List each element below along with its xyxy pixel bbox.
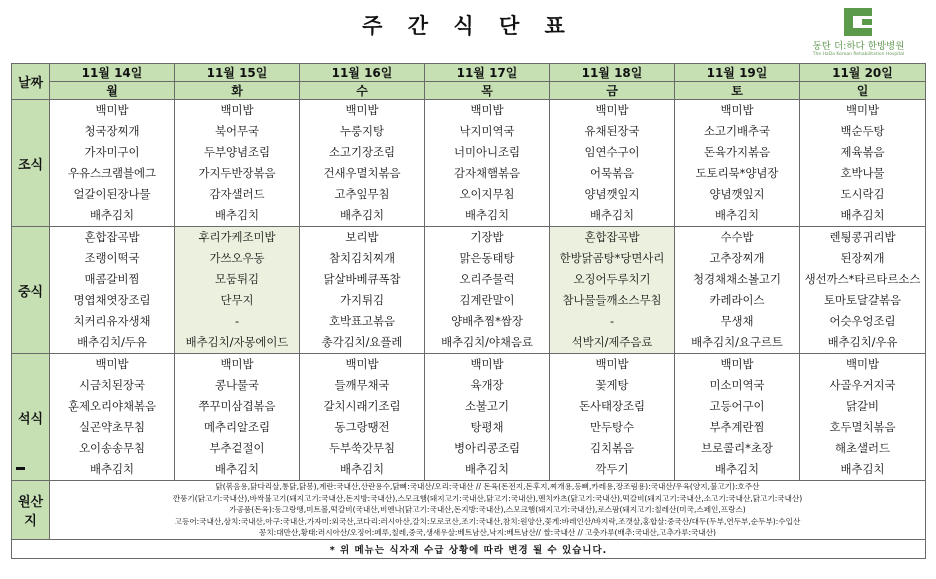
change-notice: * 위 메뉴는 식자재 수급 상황에 따라 변경 될 수 있습니다.	[12, 539, 926, 558]
date-cell: 11월 19일	[675, 64, 800, 82]
weekday-cell: 금	[550, 82, 675, 100]
dish-item: 두부쑥갓무침	[328, 441, 396, 455]
origin-info	[50, 481, 926, 540]
dish-item: 오징어두루치기	[573, 272, 651, 286]
meal-row	[12, 354, 926, 481]
dish-item: 만두탕수	[589, 420, 634, 434]
weekday-cell: 수	[300, 82, 425, 100]
dish-item: 후리가케조미밥	[198, 230, 276, 244]
dish-item: 시금치된장국	[78, 378, 146, 392]
dish-item: 호박나물	[840, 166, 885, 180]
origin-label: 원산지	[12, 481, 50, 540]
dish-item: 백미밥	[845, 103, 879, 117]
dish-item: 백미밥	[720, 357, 754, 371]
dish-item: 보리밥	[345, 230, 379, 244]
dish-item: 된장찌개	[840, 251, 885, 265]
dish-item: 호박표고볶음	[328, 314, 396, 328]
meal-menu-cell	[300, 227, 425, 354]
dish-item: 양배추찜*쌈장	[451, 314, 523, 328]
dish-item: 백순두탕	[840, 124, 885, 138]
dish-item: 무생채	[720, 314, 754, 328]
dish-item: 조랭이떡국	[84, 251, 140, 265]
dish-item: 배추김치/요구르트	[691, 335, 783, 349]
dish-item: 총각김치/요플레	[321, 335, 403, 349]
date-cell: 11월 16일	[300, 64, 425, 82]
dish-item: -	[234, 314, 240, 328]
dish-item: 양념깻잎지	[584, 187, 640, 201]
dish-item: 김치볶음	[589, 441, 634, 455]
dish-item: 두부양념조림	[203, 145, 271, 159]
dish-item: 누룽지탕	[339, 124, 384, 138]
dish-item: 부추겉절이	[209, 441, 265, 455]
meal-menu-cell	[425, 100, 550, 227]
dish-item: 카레라이스	[709, 293, 765, 307]
meal-menu-cell	[300, 354, 425, 481]
origin-line: 꽁치:대만산,황태:러시아산/오징어:페루,칠레,중국,생새우살:베트남산,낙지:베트남산// 쌀:국내산 // 고춧가루(배추:국내산,고추가루:국내산)	[258, 528, 717, 538]
dish-item: 소고기장조림	[328, 145, 396, 159]
dish-item: 매콤갈비찜	[84, 272, 140, 286]
dish-item: 백미밥	[595, 103, 629, 117]
hospital-logo-icon	[844, 8, 872, 36]
dish-item: 유채된장국	[584, 124, 640, 138]
dish-item: 청국장찌개	[84, 124, 140, 138]
dish-item: 배추김치	[464, 462, 509, 476]
dish-item: -	[609, 314, 615, 328]
dish-item: 도시락김	[840, 187, 885, 201]
dish-item: 돈사태장조림	[578, 399, 646, 413]
weekday-cell: 목	[425, 82, 550, 100]
meal-menu-cell	[675, 354, 800, 481]
meal-menu-cell	[425, 227, 550, 354]
dish-item: 한방닭곰탕*당면사리	[559, 251, 665, 265]
dish-item: 육개장	[470, 378, 504, 392]
dish-item: 배추김치/야채음료	[441, 335, 533, 349]
dish-item: 백미밥	[720, 103, 754, 117]
dish-item: 청경채채소볼고기	[692, 272, 782, 286]
weekly-menu-table	[11, 63, 926, 559]
meal-menu-cell	[300, 100, 425, 227]
dish-item: 배추김치/두유	[77, 335, 147, 349]
meal-menu-cell	[175, 227, 300, 354]
weekday-cell: 월	[50, 82, 175, 100]
dish-item: 혼합잡곡밥	[584, 230, 640, 244]
meal-menu-cell	[800, 100, 926, 227]
dish-item: 백미밥	[220, 357, 254, 371]
dish-item: 백미밥	[95, 103, 129, 117]
meal-menu-cell	[550, 100, 675, 227]
dish-item: 가지튀김	[339, 293, 384, 307]
date-header-label: 날짜	[12, 64, 50, 100]
meal-menu-cell	[425, 354, 550, 481]
meal-label: 석식	[12, 354, 50, 481]
dish-item: 우유스크램블에그	[67, 166, 157, 180]
dish-item: 석박지/제주음료	[571, 335, 653, 349]
dish-item: 김계란말이	[459, 293, 515, 307]
date-cell: 11월 20일	[800, 64, 926, 82]
dish-item: 배추김치/우유	[827, 335, 898, 349]
dish-item: 백미밥	[345, 357, 379, 371]
dish-item: 배추김치	[89, 208, 134, 222]
dish-item: 배추김치	[714, 462, 759, 476]
dish-item: 생선까스*타르타르소스	[804, 272, 921, 286]
dish-item: 감자샐러드	[209, 187, 265, 201]
hospital-logo	[806, 8, 911, 58]
origin-line: 닭(볶음용,닭다리살,통닭,닭봉),계란:국내산,산란용수,닭뼈:국내산/오리:국내산 // 돈육(돈전지,돈후지,찌개용,등뼈,카레용,장조림용):국내산/우육(양지,불고기):호주산	[215, 482, 760, 491]
dish-item: 북어무국	[214, 124, 259, 138]
dish-item: 쭈꾸미삼겹볶음	[198, 399, 276, 413]
dish-item: 맑은동태탕	[459, 251, 515, 265]
dish-item: 백미밥	[470, 103, 504, 117]
dish-item: 돈육가지볶음	[703, 145, 771, 159]
dish-item: 양념깻잎지	[709, 187, 765, 201]
dish-item: 동그랑땡전	[334, 420, 390, 434]
dish-item: 가쓰오우동	[209, 251, 265, 265]
meal-menu-cell	[175, 354, 300, 481]
weekday-header-row	[12, 82, 926, 100]
dish-item: 배추김치	[840, 462, 885, 476]
dish-item: 닭갈비	[845, 399, 879, 413]
dish-item: 백미밥	[845, 357, 879, 371]
dish-item: 참치김치찌개	[328, 251, 396, 265]
dish-item: 부추계란찜	[709, 420, 765, 434]
dish-item: 소고기배추국	[703, 124, 771, 138]
origin-line: 고등어:국내산,삼치:국내산,아구:국내산,가자미:외국산,코다리:러시아산,갈치:모로코산,조기:국내산,참치:원양산,꽃게:바레인산/바지락,조갯살,홍합살:중국산/대두(두부,연두부,순두부):수입산	[174, 516, 801, 526]
dish-item: 어슷우엉조림	[829, 314, 896, 328]
dish-item: 배추김치	[840, 208, 885, 222]
meal-row	[12, 227, 926, 354]
date-cell: 11월 18일	[550, 64, 675, 82]
meal-menu-cell	[550, 227, 675, 354]
dish-item: 탕평채	[470, 420, 504, 434]
weekday-cell: 일	[800, 82, 926, 100]
meal-menu-cell	[675, 227, 800, 354]
meal-menu-cell	[50, 354, 175, 481]
meal-label: 중식	[12, 227, 50, 354]
meal-menu-cell	[800, 227, 926, 354]
dish-item: 미소미역국	[709, 378, 765, 392]
date-cell: 11월 17일	[425, 64, 550, 82]
dish-item: 배추김치	[464, 208, 509, 222]
dish-item: 메추리알조림	[203, 420, 271, 434]
origin-line: 깐풍기(닭고기:국내산),바싹불고기(돼지고기:국내산,돈지방:국내산),스모크햄(돼지고기:국내산,닭고기:국내산),멘치카츠(닭고기:국내산),떡갈비(돼지고기:국내산,소고기:국내산,닭고기:국내산)	[172, 493, 803, 503]
dish-item: 갈치시래기조림	[323, 399, 401, 413]
dish-item: 콩나물국	[214, 378, 259, 392]
dish-item: 고등어구이	[709, 399, 765, 413]
dish-item: 백미밥	[345, 103, 379, 117]
dish-item: 배추김치	[714, 208, 759, 222]
dish-item: 기장밥	[470, 230, 504, 244]
origin-line: 가공품(돈육):동그랑땡,미트볼,떡갈비(국내산,비엔나(닭고기:국내산,돈지방:국내산),스모크햄(돼지고기:국내산),로스팜(돼지고기:칠레산(미국,스페인,프랑스)	[229, 505, 746, 515]
date-cell: 11월 15일	[175, 64, 300, 82]
dish-item: 가자미구이	[84, 145, 140, 159]
dish-item: 어묵볶음	[589, 166, 634, 180]
dish-item: 배추김치	[339, 462, 384, 476]
dish-item: 명엽채엿장조림	[73, 293, 151, 307]
dish-item: 해초샐러드	[834, 441, 891, 455]
dish-item: 백미밥	[95, 357, 129, 371]
dish-item: 토마토달걀볶음	[823, 293, 902, 307]
dish-item: 오이지무침	[459, 187, 515, 201]
dish-item: 참나물들깨소스무침	[562, 293, 662, 307]
dish-item: 배추김치	[89, 462, 134, 476]
dish-item: 배추김치	[339, 208, 384, 222]
meal-menu-cell	[550, 354, 675, 481]
dish-item: 백미밥	[595, 357, 629, 371]
dish-item: 배추김치	[214, 462, 259, 476]
dish-item: 단무지	[220, 293, 254, 307]
meal-menu-cell	[50, 100, 175, 227]
dish-item: 수수밥	[720, 230, 754, 244]
dish-item: 닭살바베큐폭찹	[323, 272, 401, 286]
date-cell: 11월 14일	[50, 64, 175, 82]
meal-row	[12, 100, 926, 227]
dish-item: 깍두기	[595, 462, 629, 476]
page-title: 주 간 식 단 표	[362, 14, 574, 38]
dish-item: 오리주물럭	[459, 272, 515, 286]
meal-label: 조식	[12, 100, 50, 227]
date-header-row	[12, 64, 926, 82]
hospital-name: 동탄 더:하다 한방병원	[812, 41, 905, 52]
dish-item: 고추장찌개	[709, 251, 765, 265]
dish-item: 렌틩콩귀리밥	[829, 230, 896, 244]
dish-item: 너미아니조림	[453, 145, 521, 159]
dish-item: 실곤약초무침	[78, 420, 146, 434]
row-marker-dash	[16, 467, 25, 470]
dish-item: 치커리유자생채	[73, 314, 151, 328]
dish-item: 들깨무채국	[334, 378, 390, 392]
dish-item: 혼합잡곡밥	[84, 230, 140, 244]
dish-item: 병아리콩조림	[453, 441, 521, 455]
dish-item: 브로콜리*초장	[701, 441, 773, 455]
meal-menu-cell	[50, 227, 175, 354]
dish-item: 호두멸치볶음	[829, 420, 896, 434]
meal-menu-cell	[175, 100, 300, 227]
dish-item: 꽃게탕	[595, 378, 629, 392]
dish-item: 임연수구이	[584, 145, 640, 159]
dish-item: 낙지미역국	[459, 124, 515, 138]
dish-item: 백미밥	[470, 357, 504, 371]
dish-item: 사골우거지국	[829, 378, 896, 392]
meal-menu-cell	[800, 354, 926, 481]
dish-item: 모둠튀김	[214, 272, 259, 286]
weekday-cell: 화	[175, 82, 300, 100]
note-row	[12, 539, 926, 558]
hospital-subtitle: The HaDa Korean Rehabilitation Hospital	[812, 52, 905, 57]
dish-item: 도토리묵*양념장	[695, 166, 779, 180]
dish-item: 백미밥	[220, 103, 254, 117]
dish-item: 가지두반장볶음	[198, 166, 276, 180]
weekday-cell: 토	[675, 82, 800, 100]
dish-item: 얼갈이된장나물	[73, 187, 151, 201]
dish-item: 건새우멸치볶음	[323, 166, 401, 180]
dish-item: 감자채햄볶음	[453, 166, 521, 180]
origin-row	[12, 481, 926, 540]
meal-menu-cell	[675, 100, 800, 227]
dish-item: 소불고기	[464, 399, 509, 413]
dish-item: 제육볶음	[840, 145, 885, 159]
dish-item: 배추김치/자몽에이드	[185, 335, 289, 349]
dish-item: 배추김치	[214, 208, 259, 222]
dish-item: 고추잎무침	[334, 187, 390, 201]
dish-item: 오이송송무침	[78, 441, 146, 455]
dish-item: 훈제오리야채볶음	[67, 399, 157, 413]
dish-item: 배추김치	[589, 208, 634, 222]
